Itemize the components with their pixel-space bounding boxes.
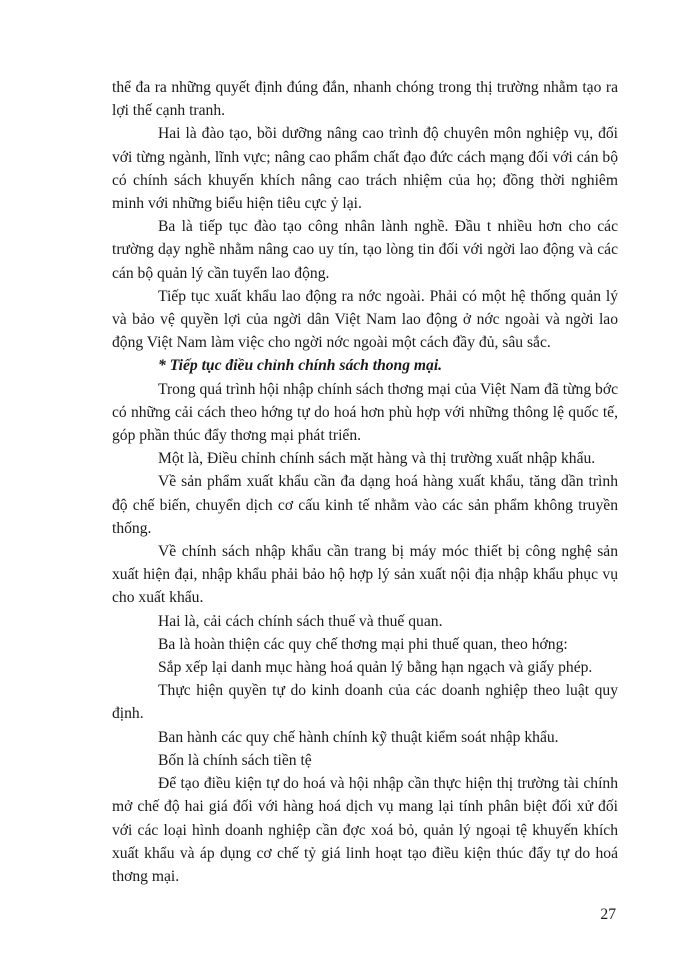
- paragraph-vocational-training: Ba là tiếp tục đào tạo công nhân lành nghề. Đầu t nhiều hơn cho các trường dạy nghề nhằm nâng cao uy tín, tạo lòng tin đối với ngời lao động và các cán bộ quản lý cần tuyển lao động.: [112, 218, 618, 282]
- paragraph-trade-integration: Trong quá trình hội nhập chính sách thơng mại của Việt Nam đã từng bớc có những cải cách theo hớng tự do hoá hơn phù hợp với những thông lệ quốc tế, góp phần thúc đẩy thơng mại phát triển.: [112, 380, 618, 445]
- paragraph-continuation: thể đa ra những quyết định đúng đắn, nhanh chóng trong thị trường nhằm tạo ra lợi thế cạnh tranh.: [112, 79, 618, 120]
- paragraph-quota-list: Sắp xếp lại danh mục hàng hoá quản lý bằng hạn ngạch và giấy phép.: [158, 659, 593, 677]
- paragraph-export-products: Về sản phẩm xuất khẩu cần đa dạng hoá hàng xuất khẩu, tăng dần trình độ chế biến, chuyển dịch cơ cấu kinh tế nhằm vào các sản phẩm không truyền thống.: [112, 473, 618, 537]
- section-heading-trade-policy: * Tiếp tục điều chỉnh chính sách thong mại.: [158, 357, 443, 375]
- paragraph-business-freedom: Thực hiện quyền tự do kinh doanh của các doanh nghiệp theo luật quy định.: [112, 682, 618, 723]
- paragraph-import-policy: Về chính sách nhập khẩu cần trang bị máy móc thiết bị công nghệ sản xuất hiện đại, nhập khẩu phải bảo hộ hợp lý sản xuất nội địa nhập khẩu phục vụ cho xuất khẩu.: [112, 543, 618, 607]
- page-number: 27: [600, 906, 616, 923]
- paragraph-point-one: Một là, Điều chỉnh chính sách mặt hàng và thị trường xuất nhập khẩu.: [158, 450, 596, 468]
- paragraph-training-staff: Hai là đào tạo, bồi dưỡng nâng cao trình độ chuyên môn nghiệp vụ, đối với từng ngành, lĩnh vực; nâng cao phẩm chất đạo đức cách mạng đối với cán bộ có chính sách khuyến khích nâng cao trách nhiệm của họ; đồng thời nghiêm minh với những biểu hiện tiêu cực ỷ lại.: [112, 125, 618, 213]
- paragraph-point-two: Hai là, cải cách chính sách thuế và thuế quan.: [158, 612, 443, 630]
- paragraph-point-three: Ba là hoàn thiện các quy chế thơng mại phi thuế quan, theo hớng:: [158, 635, 568, 653]
- paragraph-financial-market: Để tạo điều kiện tự do hoá và hội nhập cần thực hiện thị trường tài chính mở chế độ hai giá đối với hàng hoá dịch vụ mang lại tính phân biệt đối xử đối với các loại hình doanh nghiệp cần đợc xoá bỏ, quản lý ngoại tệ khuyến khích xuất khẩu và áp dụng cơ chế tỷ giá linh hoạt tạo điều kiện thúc đẩy tự do hoá thơng mại.: [112, 775, 618, 885]
- paragraph-labor-export: Tiếp tục xuất khẩu lao động ra nớc ngoài. Phải có một hệ thống quản lý và bảo vệ quyền lợi của ngời dân Việt Nam lao động ở nớc ngoài và ngời lao động Việt Nam làm việc cho ngời nớc ngoài một cách đầy đủ, sâu sắc.: [112, 287, 618, 352]
- paragraph-point-four: Bốn là chính sách tiền tệ: [158, 751, 312, 769]
- paragraph-technical-regulations: Ban hành các quy chế hành chính kỹ thuật kiểm soát nhập khẩu.: [158, 728, 559, 746]
- body-text: [112, 76, 618, 888]
